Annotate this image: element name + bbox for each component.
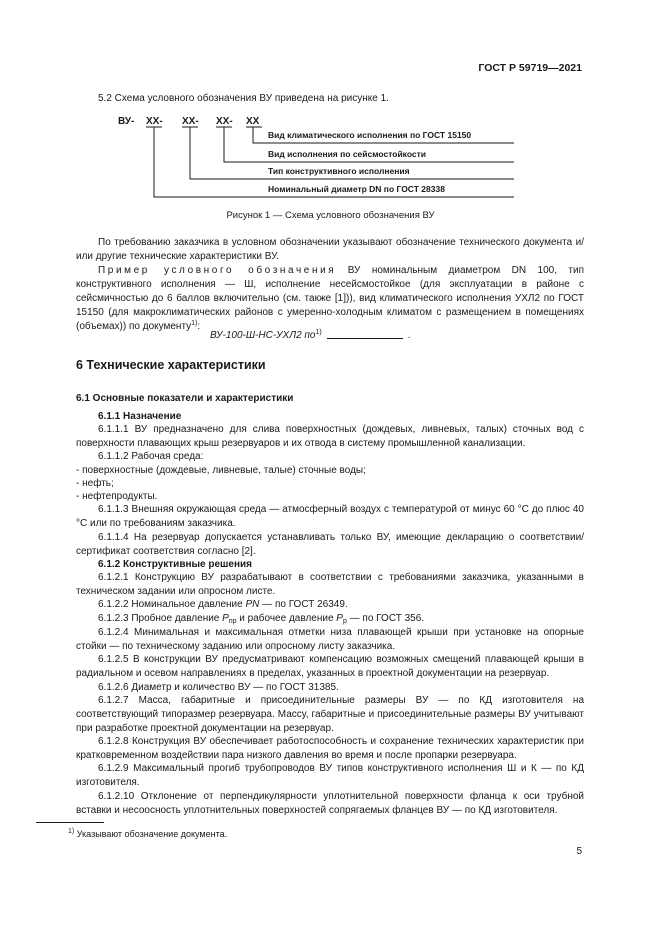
list-item-oil-products: - нефтепродукты.	[76, 491, 158, 502]
page-number: 5	[576, 846, 582, 857]
designation-end: .	[407, 330, 411, 341]
paragraph-6-1-2-1: 6.1.2.1 Конструкцию ВУ разрабатывают в соответствии с требованиями заказчика, указанными в техническом задании или опросном листе.	[76, 572, 584, 597]
list-item-storm-water: - поверхностные (дождевые, ливневые, талые) сточные воды;	[76, 465, 366, 476]
section-6-1-2-heading: 6.1.2 Конструктивные решения	[98, 559, 252, 570]
scheme-label-design-type: Тип конструктивного исполнения	[268, 166, 410, 176]
figure-caption: Рисунок 1 — Схема условного обозначения ВУ	[226, 210, 435, 221]
scheme-label-climatic: Вид климатического исполнения по ГОСТ 15150	[268, 130, 472, 140]
symbol-p-test: P	[222, 613, 229, 624]
symbol-p-working: P	[336, 613, 343, 624]
scheme-label-seismic: Вид исполнения по сейсмостойкости	[268, 149, 427, 159]
designation-code: ВУ-100-Ш-НС-УХЛ2 по	[210, 330, 316, 341]
designation-scheme-figure	[0, 0, 661, 205]
scheme-code-3: ХХ-	[216, 116, 233, 127]
example-paragraph	[76, 264, 584, 334]
list-item-oil: - нефть;	[76, 478, 114, 489]
scheme-prefix: ВУ-	[118, 116, 135, 127]
paragraph-6-1-2-8: 6.1.2.8 Конструкция ВУ обеспечивает работоспособность и сохранение технических характеристик при кратковременном воздействии пара низкого давления во время и после пропарки резервуара.	[76, 736, 584, 761]
symbol-pn: PN	[245, 599, 260, 610]
paragraph-6-1-2-7: 6.1.2.7 Масса, габаритные и присоединительные размеры ВУ — по КД изготовителя на соответствующий типоразмер резервуара. Массу, габаритные и присоединительные размеры ВУ учитывают при разработке проектной документации на резервуар.	[76, 695, 584, 734]
example-lead: Пример условного обозначения	[98, 265, 337, 276]
scheme-code-2: ХХ-	[182, 116, 199, 127]
footnote-separator	[36, 822, 104, 823]
paragraph-6-1-1-4: 6.1.1.4 На резервуар допускается устанавливать только ВУ, имеющие декларацию о соответствии/сертификат соответствия согласно [2].	[76, 532, 584, 557]
scheme-code-4: ХХ	[246, 116, 260, 127]
example-designation	[76, 329, 584, 343]
designation-footnote-ref: 1)	[315, 329, 322, 336]
footnote: $^{1)}$ Указывают обозначение документа.	[68, 828, 228, 839]
paragraph-6-1-2-6: 6.1.2.6 Диаметр и количество ВУ — по ГОСТ 31385.	[98, 682, 339, 693]
paragraph-6-1-2-10: 6.1.2.10 Отклонение от перпендикулярности уплотнительной поверхности фланца к оси трубной вставки и несоосность уплотнительных поверхностей сопрягаемых фланцев ВУ — по КД изготовителя.	[76, 791, 584, 816]
example-tail: :	[197, 321, 201, 332]
scheme-code-1: ХХ-	[146, 116, 163, 127]
paragraph-6-1-2-9: 6.1.2.9 Максимальный прогиб трубопроводов ВУ типов конструктивного исполнения Ш и К — по КД изготовителя.	[76, 763, 584, 788]
section-6-1-heading: 6.1 Основные показатели и характеристики	[76, 393, 294, 404]
paragraph-6-1-1-1: 6.1.1.1 ВУ предназначено для слива поверхностных (дождевых, ливневых, талых) сточных вод с поверхности плавающих крыш резервуаров и их отвода в систему промышленной канализации.	[76, 424, 584, 449]
designation-blank-line	[327, 338, 403, 339]
paragraph-6-1-2-4: 6.1.2.4 Минимальная и максимальная отметки низа плавающей крыши при установке на опорные стойки — по техническому заданию или опросному листу заказчика.	[76, 627, 584, 652]
intro-paragraph: 5.2 Схема условного обозначения ВУ приведена на рисунке 1.	[98, 93, 389, 104]
paragraph-6-1-1-3: 6.1.1.3 Внешняя окружающая среда — атмосферный воздух с температурой от минус 60 °С до плюс 40 °С или по требованиям заказчика.	[76, 504, 584, 529]
scheme-label-nominal-diameter: Номинальный диаметр DN по ГОСТ 28338	[268, 184, 445, 194]
paragraph-6-1-2-2: 6.1.2.2 Номинальное давление PN — по ГОСТ 26349.	[98, 599, 348, 610]
footnote-ref: 1)	[191, 320, 198, 327]
document-id: ГОСТ Р 59719—2021	[478, 62, 582, 74]
paragraph-customer-request: По требованию заказчика в условном обозначении указывают обозначение технического документа и/или другие технические характеристики ВУ.	[76, 237, 584, 262]
paragraph-6-1-2-5: 6.1.2.5 В конструкции ВУ предусматривают компенсацию возможных смещений плавающей крыши в радиальном и осевом направлениях в пределах, указанных в проектной документации на резервуар.	[76, 654, 584, 679]
example-text: ВУ номинальным диаметром DN 100, тип конструктивного исполнения — Ш, исполнение несейсмостойкое (для эксплуатации в районе с сейсмичностью до 6 баллов включительно (см. также [1])), вид климатического исполнения УХЛ2 по ГОСТ 15150 (для макроклиматических районов с умеренно-холодным климатом с размещением в помещениях (объемах)) по документу	[76, 265, 584, 332]
section-6-1-1-heading: 6.1.1 Назначение	[98, 411, 182, 422]
section-6-heading: 6 Технические характеристики	[76, 358, 266, 372]
paragraph-6-1-2-3: 6.1.2.3 Пробное давление $P_{пр}$ и рабочее давление $P_р$ — по ГОСТ 356.	[98, 613, 425, 625]
paragraph-6-1-1-2: 6.1.1.2 Рабочая среда:	[98, 451, 204, 462]
